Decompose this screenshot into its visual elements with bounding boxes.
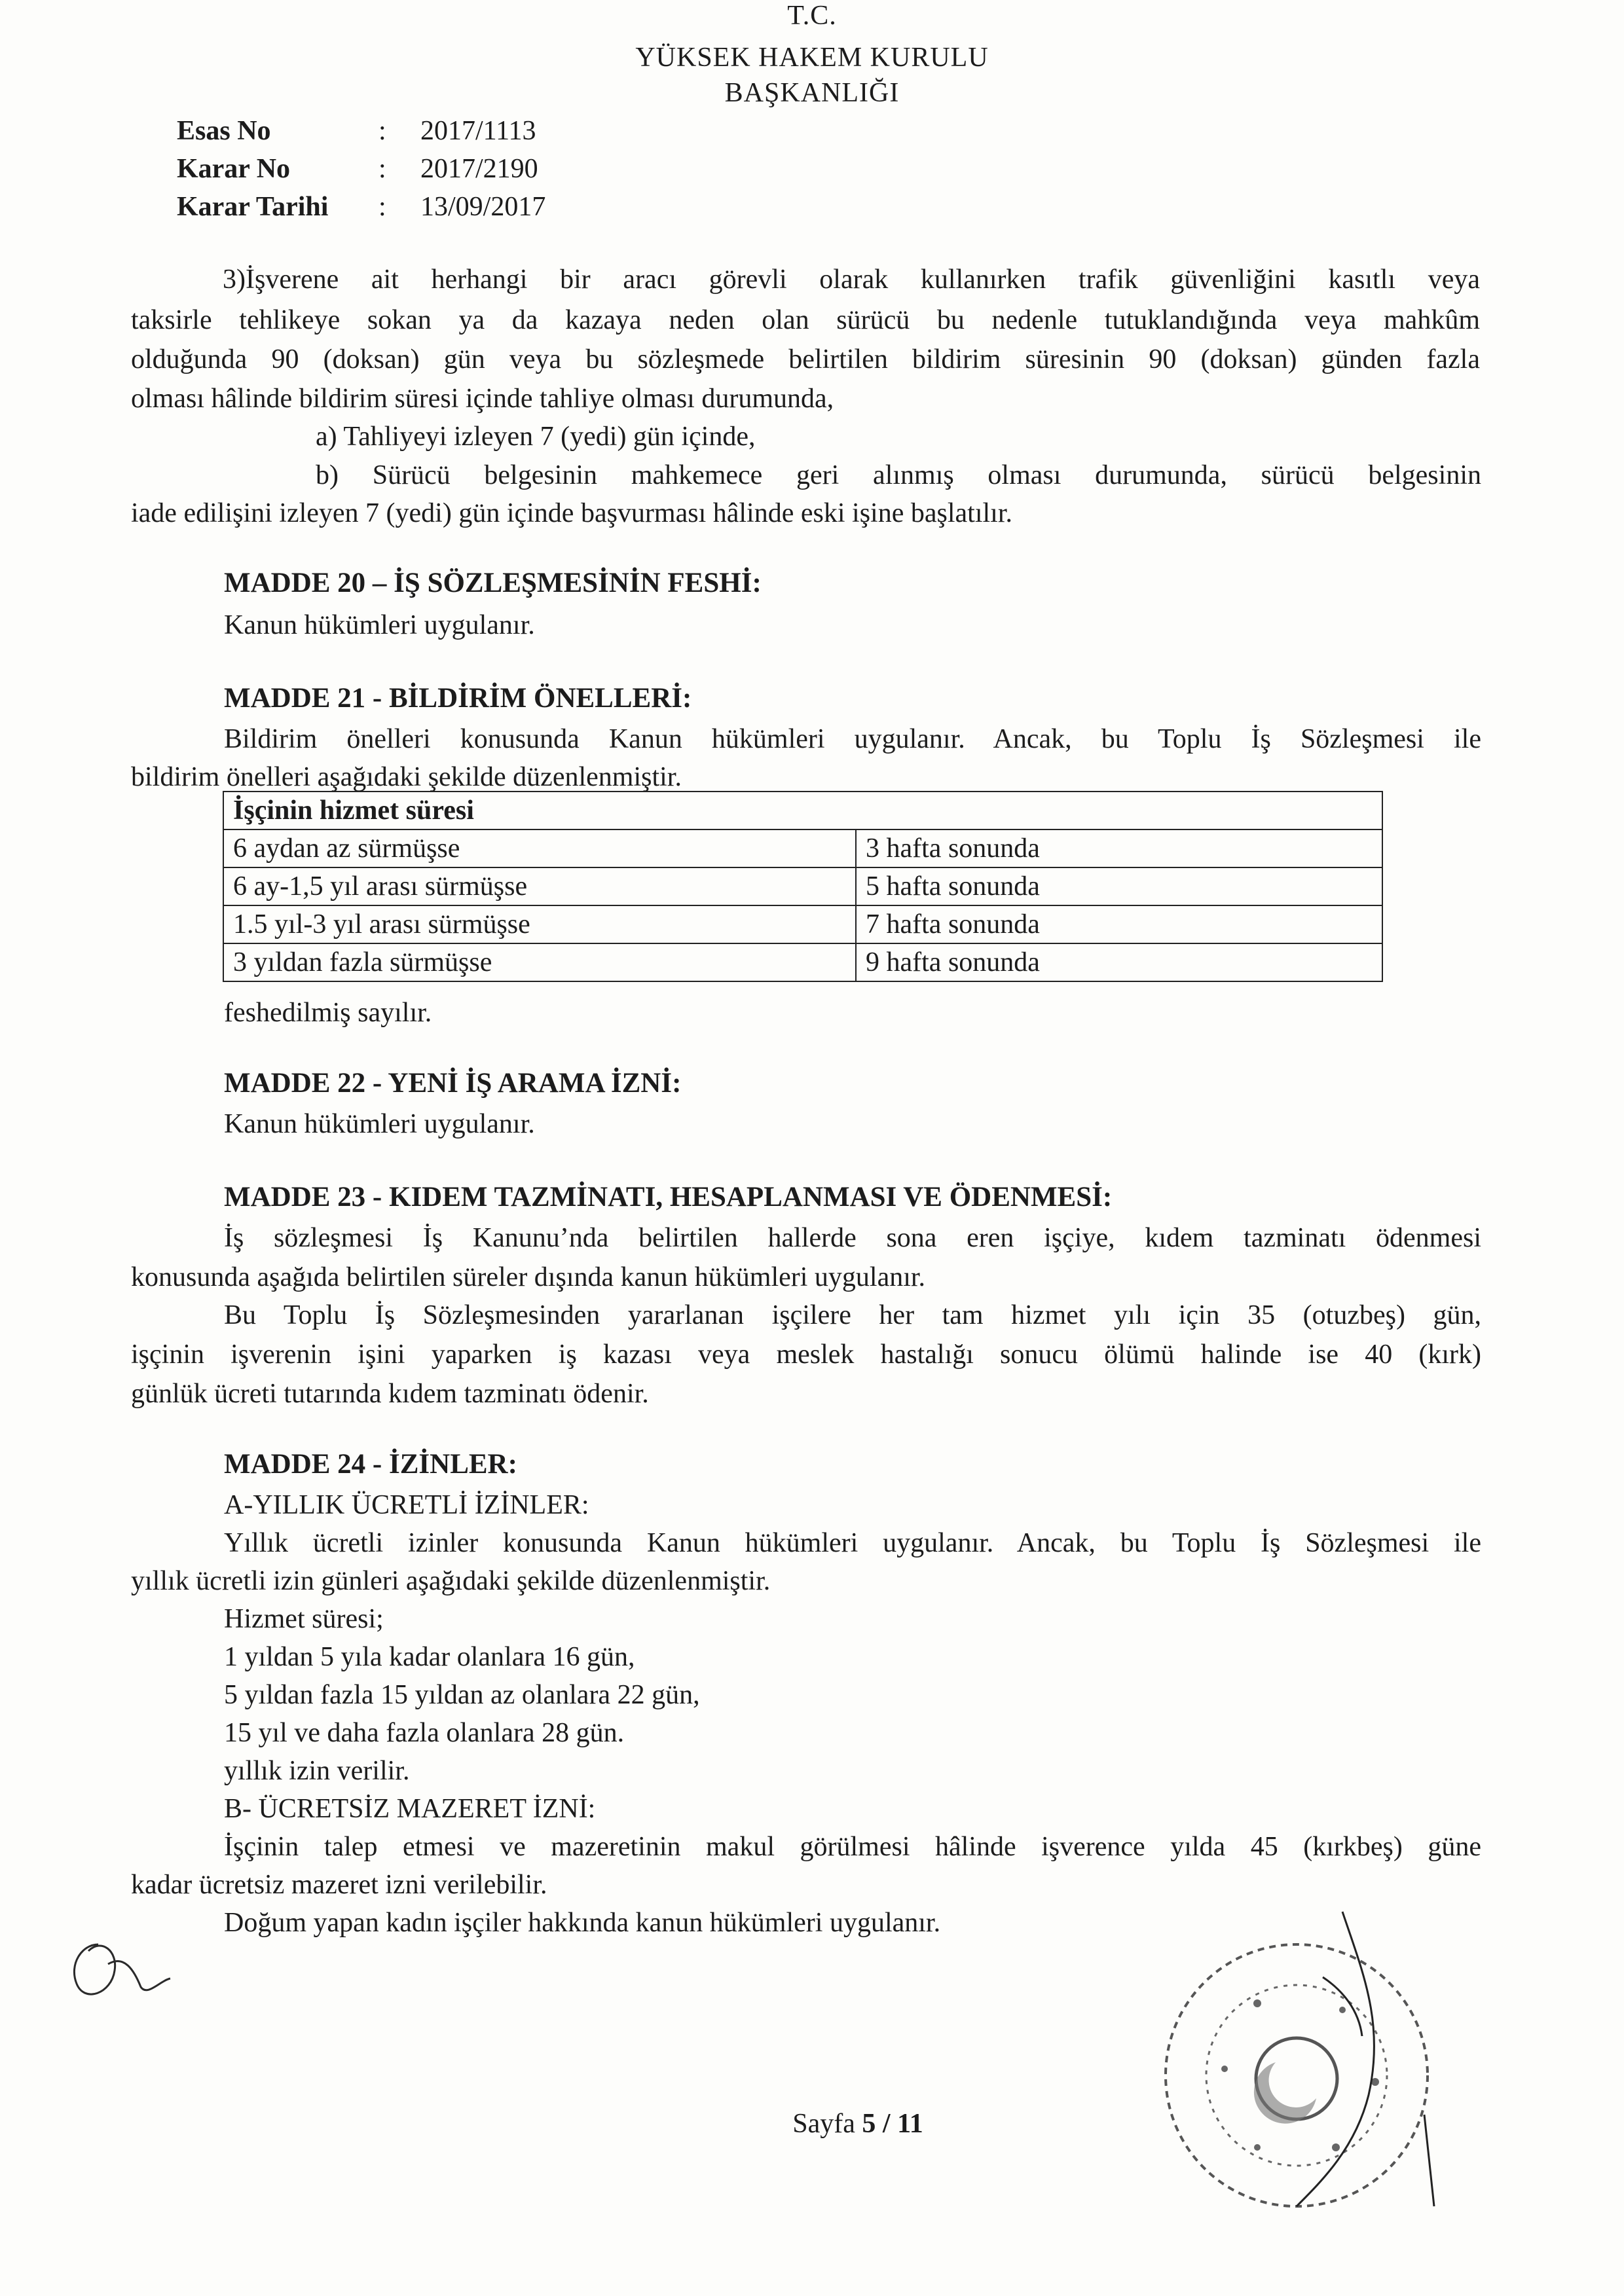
table-row bbox=[223, 905, 1382, 943]
body-line: yıllık ücretli izin günleri aşağıdaki şekilde düzenlenmiştir. bbox=[131, 1566, 771, 1596]
esas-label: Esas No bbox=[177, 116, 271, 146]
esas-colon: : bbox=[378, 116, 386, 146]
header-top: T.C. bbox=[787, 1, 837, 31]
body-line: 3)İşverene ait herhangi bir aracı görevli olarak kullanırken trafik güvenliğini kasıtlı veya bbox=[223, 264, 1480, 295]
table-row bbox=[223, 943, 1382, 981]
body-line: a) Tahliyeyi izleyen 7 (yedi) gün içinde, bbox=[316, 422, 756, 452]
karar-colon: : bbox=[378, 154, 386, 184]
body-line: işçinin işverenin işini yaparken iş kazası veya meslek hastalığı sonucu ölümü halinde ise 40 (kırk) bbox=[131, 1339, 1481, 1370]
tarih-value: 13/09/2017 bbox=[420, 192, 546, 222]
handwritten-initial bbox=[62, 1931, 193, 2016]
article-22-heading: MADDE 22 - YENİ İŞ ARAMA İZNİ: bbox=[224, 1068, 682, 1099]
table-cell-period: 3 yıldan fazla sürmüşse bbox=[223, 943, 856, 981]
table-header-row bbox=[223, 792, 1382, 829]
table-cell-period: 6 ay-1,5 yıl arası sürmüşse bbox=[223, 867, 856, 905]
institution-name: YÜKSEK HAKEM KURULU bbox=[635, 43, 989, 73]
table-cell-period: 6 aydan az sürmüşse bbox=[223, 829, 856, 867]
page-prefix: Sayfa bbox=[792, 2109, 862, 2139]
table-cell-notice: 3 hafta sonunda bbox=[856, 829, 1382, 867]
article-20-heading: MADDE 20 – İŞ SÖZLEŞMESİNİN FESHİ: bbox=[224, 568, 762, 598]
page-current: 5 bbox=[862, 2109, 876, 2139]
body-line: Bu Toplu İş Sözleşmesinden yararlanan işçilere her tam hizmet yılı için 35 (otuzbeş) gün, bbox=[224, 1300, 1481, 1330]
body-line: iade edilişini izleyen 7 (yedi) gün içinde başvurması hâlinde eski işine başlatılır. bbox=[131, 498, 1012, 528]
page-number bbox=[773, 2108, 943, 2140]
esas-value: 2017/1113 bbox=[420, 116, 536, 146]
body-line: kadar ücretsiz mazeret izni verilebilir. bbox=[131, 1870, 547, 1900]
body-line: bildirim önelleri aşağıdaki şekilde düzenlenmiştir. bbox=[131, 762, 682, 792]
official-seal-stamp bbox=[1126, 1899, 1467, 2239]
table-row bbox=[223, 867, 1382, 905]
body-line: İşçinin talep etmesi ve mazeretinin makul görülmesi hâlinde işverence yılda 45 (kırkbeş) güne bbox=[224, 1832, 1481, 1862]
list-item: yıllık izin verilir. bbox=[224, 1756, 410, 1786]
article-21-heading: MADDE 21 - BİLDİRİM ÖNELLERİ: bbox=[224, 683, 692, 714]
tarih-label: Karar Tarihi bbox=[177, 192, 329, 222]
service-period-label: Hizmet süresi; bbox=[224, 1604, 384, 1634]
body-line: olduğunda 90 (doksan) gün veya bu sözleşmede belirtilen bildirim süresinin 90 (doksan) günden fazla bbox=[131, 344, 1480, 374]
list-item: 15 yıl ve daha fazla olanlara 28 gün. bbox=[224, 1718, 625, 1748]
notice-period-table bbox=[223, 791, 1383, 982]
body-line: İş sözleşmesi İş Kanunu’nda belirtilen hallerde sona eren işçiye, kıdem tazminatı ödenmesi bbox=[224, 1223, 1481, 1253]
list-item: 1 yıldan 5 yıla kadar olanlara 16 gün, bbox=[224, 1642, 635, 1672]
table-cell-notice: 5 hafta sonunda bbox=[856, 867, 1382, 905]
table-cell-notice: 7 hafta sonunda bbox=[856, 905, 1382, 943]
body-line: b) Sürücü belgesinin mahkemece geri alınmış olması durumunda, sürücü belgesinin bbox=[316, 460, 1481, 490]
body-line: Doğum yapan kadın işçiler hakkında kanun hükümleri uygulanır. bbox=[224, 1908, 941, 1938]
section-b-heading: B- ÜCRETSİZ MAZERET İZNİ: bbox=[224, 1794, 596, 1824]
article-22-text: Kanun hükümleri uygulanır. bbox=[224, 1109, 535, 1139]
section-a-heading: A-YILLIK ÜCRETLİ İZİNLER: bbox=[224, 1490, 589, 1520]
article-20-text: Kanun hükümleri uygulanır. bbox=[224, 610, 535, 640]
table-after-text: feshedilmiş sayılır. bbox=[224, 998, 432, 1028]
page-separator: / bbox=[876, 2109, 898, 2139]
table-cell-notice: 9 hafta sonunda bbox=[856, 943, 1382, 981]
article-23-heading: MADDE 23 - KIDEM TAZMİNATI, HESAPLANMASI VE ÖDENMESİ: bbox=[224, 1182, 1113, 1212]
body-line: Bildirim önelleri konusunda Kanun hükümleri uygulanır. Ancak, bu Toplu İş Sözleşmesi ile bbox=[224, 724, 1481, 754]
article-24-heading: MADDE 24 - İZİNLER: bbox=[224, 1449, 517, 1480]
body-line: olması hâlinde bildirim süresi içinde tahliye olması durumunda, bbox=[131, 384, 834, 414]
table-row bbox=[223, 829, 1382, 867]
list-item: 5 yıldan fazla 15 yıldan az olanlara 22 gün, bbox=[224, 1680, 700, 1710]
tarih-colon: : bbox=[378, 192, 386, 222]
body-line: günlük ücreti tutarında kıdem tazminatı ödenir. bbox=[131, 1379, 649, 1409]
institution-subtitle: BAŞKANLIĞI bbox=[724, 78, 900, 108]
karar-value: 2017/2190 bbox=[420, 154, 538, 184]
table-cell-period: 1.5 yıl-3 yıl arası sürmüşse bbox=[223, 905, 856, 943]
body-line: Yıllık ücretli izinler konusunda Kanun hükümleri uygulanır. Ancak, bu Toplu İş Sözleşmesi ile bbox=[224, 1528, 1481, 1558]
karar-label: Karar No bbox=[177, 154, 291, 184]
page-total: 11 bbox=[897, 2109, 923, 2139]
body-line: konusunda aşağıda belirtilen süreler dışında kanun hükümleri uygulanır. bbox=[131, 1262, 926, 1292]
body-line: taksirle tehlikeye sokan ya da kazaya neden olan sürücü bu nedenle tutuklandığında veya mahkûm bbox=[131, 305, 1480, 335]
table-header-cell: İşçinin hizmet süresi bbox=[223, 792, 1382, 829]
